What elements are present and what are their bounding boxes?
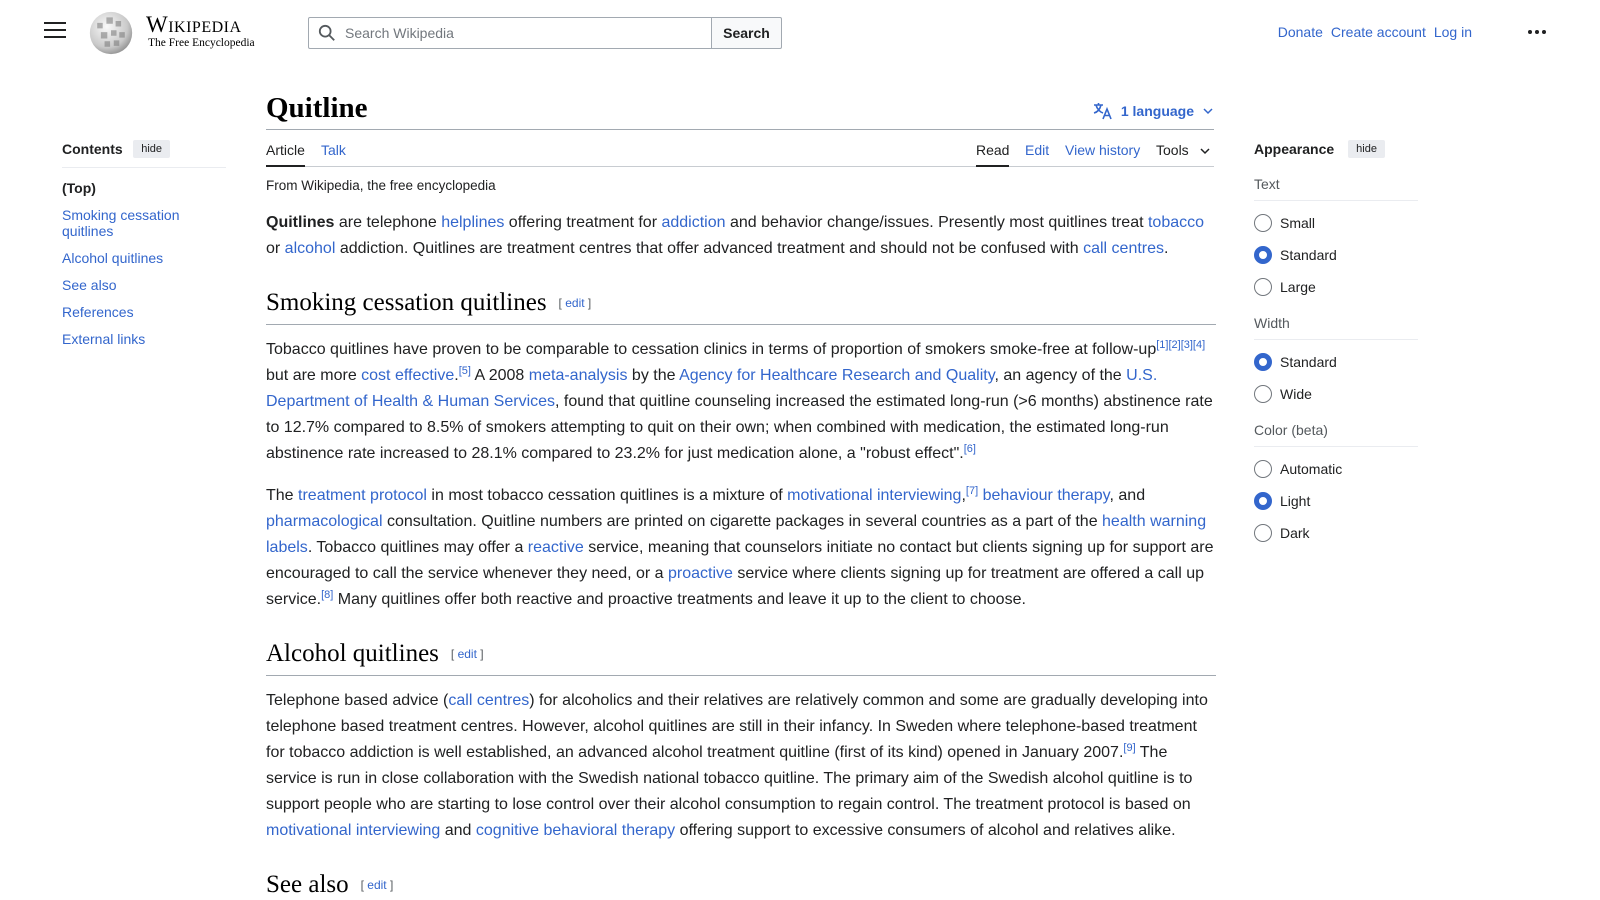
article-link[interactable]: motivational interviewing — [787, 487, 962, 504]
appearance-option-light[interactable] — [1254, 491, 1418, 511]
article-link[interactable]: helplines — [441, 214, 505, 231]
radio-button[interactable] — [1254, 385, 1272, 403]
citation-link[interactable]: [8] — [321, 589, 334, 601]
radio-button[interactable] — [1254, 460, 1272, 478]
option-label: Large — [1280, 279, 1316, 295]
toc-item-smoking-cessation-quitlines[interactable]: Smoking cessation quitlines — [62, 207, 180, 239]
article-link[interactable]: treatment protocol — [298, 487, 427, 504]
citation-link[interactable]: [1] — [1156, 339, 1169, 351]
section-heading-see-also: See also [ edit ] — [266, 871, 394, 898]
toc-item-references[interactable]: References — [62, 304, 134, 320]
donate-link[interactable]: Donate — [1277, 24, 1323, 40]
text-run: , — [961, 487, 966, 504]
text-run: A 2008 — [470, 367, 529, 384]
tab-talk[interactable]: Talk — [321, 142, 346, 158]
article-link[interactable]: Agency for Healthcare Research and Quality — [679, 367, 995, 384]
text-run: , and — [1109, 487, 1146, 504]
citation-link[interactable]: [4] — [1192, 339, 1206, 351]
toc-item-alcohol-quitlines[interactable]: Alcohol quitlines — [62, 250, 164, 266]
option-label: Light — [1280, 493, 1311, 509]
appearance-title: Appearance — [1254, 141, 1335, 157]
radio-button[interactable] — [1254, 214, 1272, 232]
appearance-group-label: Color (beta) — [1254, 422, 1418, 447]
tools-label: Tools — [1156, 142, 1189, 158]
wikipedia-globe-logo[interactable] — [86, 10, 136, 56]
article-link[interactable]: reactive — [527, 539, 584, 556]
article-link[interactable]: meta-analysis — [528, 367, 628, 384]
article-link[interactable]: call centres — [448, 692, 530, 709]
section-heading-smoking: Smoking cessation quitlines [ edit ] — [266, 288, 1216, 325]
text-run: The — [266, 487, 299, 504]
bold-term: Quitlines — [266, 214, 335, 231]
appearance-hide-button[interactable]: hide — [1348, 140, 1385, 158]
user-links — [1278, 24, 1472, 40]
radio-button[interactable] — [1254, 524, 1272, 542]
citation-link[interactable]: [7] — [965, 485, 979, 497]
text-run: and — [440, 822, 476, 839]
article-link[interactable]: health warning labels — [266, 513, 1207, 556]
text-run: or — [266, 240, 285, 257]
chevron-down-icon — [1199, 147, 1211, 155]
toc-title: Contents — [62, 141, 123, 157]
appearance-option-standard[interactable] — [1254, 245, 1418, 265]
appearance-panel — [1254, 140, 1418, 543]
appearance-option-standard[interactable] — [1254, 352, 1418, 372]
text-run: offering treatment for — [504, 214, 662, 231]
citation-link[interactable]: [5] — [458, 365, 471, 377]
language-button[interactable] — [1093, 102, 1214, 120]
wikipedia-wordmark[interactable]: Wikipedia — [146, 12, 242, 37]
tab-view-history[interactable]: View history — [1065, 142, 1141, 158]
text-run: . — [454, 367, 459, 384]
tab-edit[interactable]: Edit — [1025, 142, 1050, 158]
section-title: Smoking cessation quitlines — [266, 289, 547, 316]
text-run: , found that quitline counseling increased the estimated long-run (>6 months) abstinence rate to 12.7% compared to 8.5% of smokers attempting to quit on their own; when combined with medication, the estimated long-run abstinence rate increased to 28.1% compared to 23.2% for just medication alone, a "robust effect". — [266, 393, 1213, 462]
citation-link[interactable]: [3] — [1180, 339, 1193, 351]
text-run: in most tobacco cessation quitlines is a mixture of — [426, 487, 788, 504]
article-link[interactable]: behaviour therapy — [982, 487, 1110, 504]
article-link[interactable]: call centres — [1083, 240, 1165, 257]
smoking-paragraph-2 — [266, 483, 1216, 613]
toc-item-external-links[interactable]: External links — [62, 331, 146, 347]
appearance-option-automatic[interactable] — [1254, 459, 1418, 479]
create-account-link[interactable]: Create account — [1330, 24, 1426, 40]
text-run: Tobacco quitlines have proven to be comparable to cessation clinics in terms of proportion of smokers smoke-free at follow-up — [266, 341, 1157, 358]
text-run: and behavior change/issues. Presently most quitlines treat — [725, 214, 1148, 231]
option-label: Standard — [1280, 354, 1337, 370]
section-title: See also — [266, 871, 349, 898]
appearance-option-small[interactable] — [1254, 213, 1418, 233]
appearance-group-label: Width — [1254, 315, 1418, 340]
article-link[interactable]: tobacco — [1147, 214, 1205, 231]
page-tabs — [266, 132, 1214, 167]
tab-article[interactable]: Article — [266, 142, 305, 167]
article-link[interactable]: proactive — [668, 565, 733, 582]
article-link[interactable]: cognitive behavioral therapy — [475, 822, 676, 839]
article-link[interactable]: alcohol — [284, 240, 336, 257]
translate-icon — [1093, 102, 1113, 120]
option-label: Wide — [1280, 386, 1312, 402]
citation-link[interactable]: [9] — [1123, 742, 1136, 754]
search-button[interactable]: Search — [711, 17, 782, 49]
chevron-down-icon — [1202, 107, 1214, 115]
smoking-paragraph-1 — [266, 337, 1216, 467]
section-edit-link[interactable]: edit — [457, 647, 477, 661]
text-run: are telephone — [334, 214, 442, 231]
alcohol-paragraph-1 — [266, 688, 1216, 844]
text-run: service, meaning that counselors initiate no contact but clients signing up for support are encouraged to call the service whenever they need, or a — [266, 539, 1214, 582]
radio-button[interactable] — [1254, 246, 1272, 264]
radio-button[interactable] — [1254, 492, 1272, 510]
appearance-option-dark[interactable] — [1254, 523, 1418, 543]
tab-read[interactable]: Read — [976, 142, 1009, 167]
text-run: . — [1164, 240, 1169, 257]
toc-item-see-also[interactable]: See also — [62, 277, 117, 293]
log-in-link[interactable]: Log in — [1433, 24, 1472, 40]
article-content — [266, 210, 1216, 900]
text-run: ) for alcoholics and their relatives are relatively common and some are gradually developing into telephone based treatment centres. However, alcohol quitlines are still in their infancy. In Sweden where telephone-based treatment for tobacco addiction is well established, an advanced alcohol treatment quitline (first of its kind) opened in January 2007. — [266, 692, 1208, 761]
text-run: . Tobacco quitlines may offer a — [307, 539, 528, 556]
radio-button[interactable] — [1254, 353, 1272, 371]
wikipedia-tagline: The Free Encyclopedia — [148, 37, 255, 49]
appearance-option-wide[interactable] — [1254, 384, 1418, 404]
appearance-group-label: Text — [1254, 176, 1418, 201]
table-of-contents — [62, 140, 226, 358]
search-icon — [309, 24, 345, 42]
toc-hide-button[interactable]: hide — [133, 140, 170, 158]
search-field[interactable] — [308, 17, 712, 49]
article-link[interactable]: addiction — [661, 214, 726, 231]
text-run: but are more — [266, 367, 362, 384]
option-label: Automatic — [1280, 461, 1343, 477]
section-heading-alcohol: Alcohol quitlines [ edit ] — [266, 639, 1216, 676]
article-link[interactable]: motivational interviewing — [266, 822, 441, 839]
text-run: by the — [627, 367, 680, 384]
tab-tools[interactable] — [1156, 142, 1211, 167]
citation-link[interactable]: [2] — [1168, 339, 1181, 351]
title-row — [266, 92, 1214, 130]
option-label: Dark — [1280, 525, 1310, 541]
option-label: Standard — [1280, 247, 1337, 263]
citation-link[interactable]: [6] — [963, 443, 976, 455]
main-menu-button[interactable] — [44, 22, 66, 42]
appearance-option-large[interactable] — [1254, 277, 1418, 297]
text-run: consultation. Quitline numbers are printed on cigarette packages in several countries as a part of the — [382, 513, 1103, 530]
option-label: Small — [1280, 215, 1316, 231]
from-wikipedia-tagline: From Wikipedia, the free encyclopedia — [266, 178, 496, 193]
section-edit-link[interactable]: edit — [565, 296, 585, 310]
radio-button[interactable] — [1254, 278, 1272, 296]
text-run: Many quitlines offer both reactive and proactive treatments and leave it up to the client to choose. — [333, 591, 1026, 608]
language-count: 1 language — [1120, 103, 1194, 119]
intro-paragraph — [266, 210, 1216, 262]
text-run: The service is run in close collaboration with the Swedish national tobacco quitline. The primary aim of the Swedish alcohol quitline is to support people who are starting to lose control over their alcohol consumption to regain control. The treatment protocol is based on — [266, 744, 1193, 813]
page-title: Quitline — [266, 92, 368, 124]
article-link[interactable]: cost effective — [361, 367, 455, 384]
toc-item-top[interactable]: (Top) — [62, 180, 96, 196]
section-title: Alcohol quitlines — [266, 640, 439, 667]
more-options-icon[interactable] — [1528, 24, 1552, 40]
article-link[interactable]: pharmacological — [266, 513, 383, 530]
section-edit-link[interactable]: edit — [367, 878, 387, 892]
text-run: , an agency of the — [994, 367, 1127, 384]
search-input[interactable] — [345, 25, 695, 41]
text-run: Telephone based advice ( — [266, 692, 449, 709]
text-run: service where clients signing up for treatment are offered a call up service. — [266, 565, 1205, 608]
article-link[interactable]: U.S. Department of Health & Human Services — [266, 367, 1158, 410]
text-run: offering support to excessive consumers of alcohol and relatives alike. — [675, 822, 1176, 839]
text-run: addiction. Quitlines are treatment centres that offer advanced treatment and should not be confused with — [335, 240, 1084, 257]
